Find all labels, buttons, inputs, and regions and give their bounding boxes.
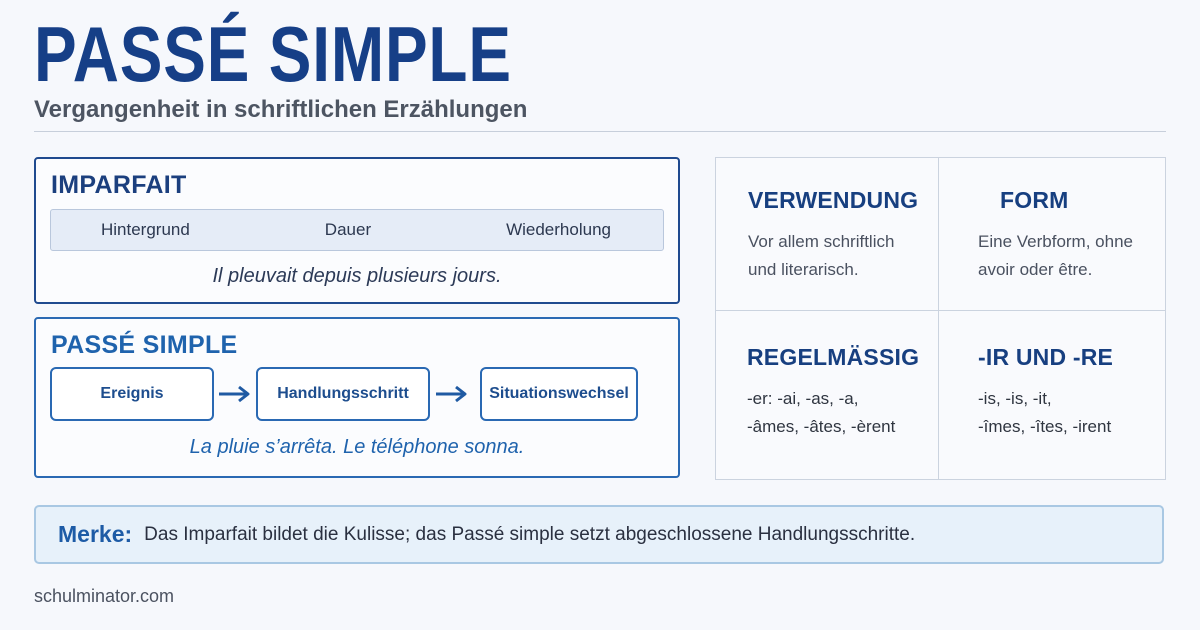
- tag-dauer: Dauer: [324, 220, 372, 239]
- tag-wiederholung: Wiederholung: [506, 220, 611, 239]
- passe-simple-example: La pluie s’arrêta. Le téléphone sonna.: [189, 436, 525, 458]
- cell-verwendung-heading: VERWENDUNG: [748, 187, 919, 213]
- cell-verwendung: [748, 187, 948, 284]
- step-situationswechsel: Situationswechsel: [480, 367, 638, 421]
- imparfait-card: [34, 157, 680, 304]
- page-subtitle: Vergangenheit in schriftlichen Erzählungen: [34, 96, 528, 123]
- cell-form: [978, 187, 1178, 284]
- cell-ir-re-heading: -IR UND -RE: [978, 344, 1114, 370]
- passe-simple-title: PASSÉ SIMPLE: [51, 331, 238, 359]
- imparfait-example: Il pleuvait depuis plusieurs jours.: [212, 265, 502, 287]
- passe-simple-flow: [50, 367, 670, 423]
- tag-hintergrund: Hintergrund: [101, 220, 190, 239]
- imparfait-title: IMPARFAIT: [51, 171, 187, 199]
- cell-ir-re: [978, 344, 1178, 441]
- cell-form-heading: FORM: [1000, 187, 1069, 213]
- arrow-right-icon: [434, 384, 470, 404]
- cell-ir-re-endings: -is, -is, -it, -îmes, -îtes, -irent: [978, 389, 1112, 436]
- cell-verwendung-text: Vor allem schriftlich und literarisch.: [748, 232, 895, 279]
- cell-regelmaessig-endings: -er: -ai, -as, -a, -âmes, -âtes, -èrent: [747, 389, 896, 436]
- header-divider: [34, 131, 1166, 132]
- merke-note: [34, 505, 1164, 564]
- merke-text: Das Imparfait bildet die Kulisse; das Passé simple setzt abgeschlossene Handlungsschritte.: [144, 523, 916, 545]
- passe-simple-card: [34, 317, 680, 478]
- step-handlungsschritt: Handlungsschritt: [256, 367, 430, 421]
- cell-regelmaessig-heading: REGELMÄSSIG: [747, 344, 920, 370]
- arrow-right-icon: [217, 384, 253, 404]
- footer-site: schulminator.com: [34, 586, 175, 606]
- page-title: PASSÉ SIMPLE: [34, 10, 512, 98]
- grid-divider-horizontal: [716, 310, 1165, 311]
- imparfait-tag-bar: [50, 209, 664, 251]
- merke-label: Merke:: [58, 521, 133, 547]
- cell-regelmaessig: [747, 344, 947, 441]
- step-ereignis: Ereignis: [50, 367, 214, 421]
- info-grid: [715, 157, 1166, 480]
- cell-form-text: Eine Verbform, ohne avoir oder être.: [978, 232, 1133, 279]
